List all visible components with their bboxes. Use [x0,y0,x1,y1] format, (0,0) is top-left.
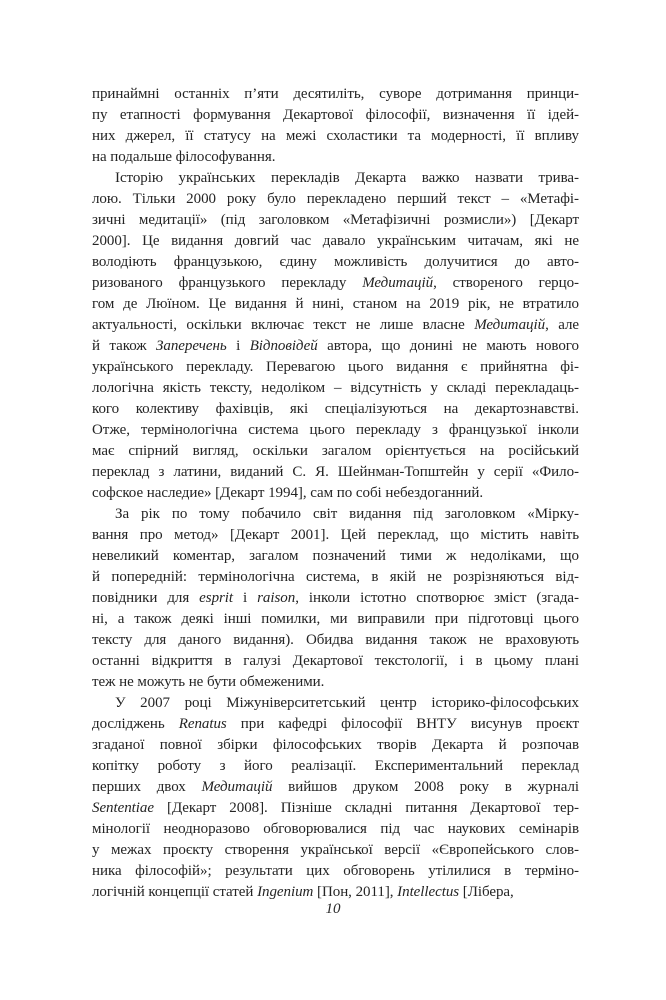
text-line [92,651,579,672]
text-segment: при кафедрі філософії ВНТУ висунув проєкт [226,716,579,732]
text-segment: копітку роботу з його реалізації. Експериментальний переклад [92,758,579,774]
text-line [92,441,579,462]
text-line [92,399,579,420]
text-segment: [Лібера, [459,884,514,900]
text-line [92,210,579,231]
text-segment: володіють французькою, єдину можливість долучитися до авто- [92,254,579,270]
text-line [92,840,579,861]
text-segment: перших двох [92,779,202,795]
text-segment: пу етапності формування Декартової філософії, визначення її ідей- [92,107,579,123]
paragraph [92,693,579,903]
text-segment: лологічна якість тексту, недоліком – відсутність у складі перекладаць- [92,380,579,396]
text-segment: повідники для [92,590,200,606]
text-line [92,126,579,147]
text-segment: За рік по тому побачило світ видання під заголовком «Мірку- [115,506,579,522]
text-segment: ні, а також деякі інші помилки, ми виправили при підготовці цього [92,611,579,627]
text-segment: має спірний вигляд, оскільки загалом орієнтується на російський [92,443,579,459]
text-segment: , інколи істотно спотворює зміст (згада- [295,590,579,606]
text-segment: і [233,590,258,606]
text-segment: актуальності, оскільки включає текст не лише власне [92,317,475,333]
text-line [92,819,579,840]
text-line [92,525,579,546]
text-line [92,357,579,378]
text-line [92,84,579,105]
text-line [92,294,579,315]
italic-text-segment: Заперечень [156,338,227,354]
text-line [92,798,579,819]
text-segment: зичні медитації» (під заголовком «Метафізичні розмисли») [Декарт [92,212,579,228]
italic-text-segment: Відповідей [249,338,318,354]
text-line [92,777,579,798]
italic-text-segment: Медитацій [201,779,273,795]
text-segment: принаймні останніх п’яти десятиліть, суворе дотримання принци- [92,86,579,102]
text-segment: й також [92,338,157,354]
text-line [92,189,579,210]
text-segment: У 2007 році Міжуніверситетський центр історико-філософських [115,695,579,711]
text-segment: логічній концепції статей [92,884,258,900]
text-line [92,756,579,777]
text-segment: досліджень [92,716,179,732]
text-segment: і [226,338,250,354]
italic-text-segment: Медитацій [474,317,546,333]
text-line [92,714,579,735]
text-line [92,105,579,126]
text-segment: останні відкриття в галузі Декартової текстології, і в цьому плані [92,653,579,669]
text-segment: кого колективу фахівців, які спеціалізуються на декартознавстві. [92,401,579,417]
page-number: 10 [325,901,341,917]
text-segment: софское наследие» [Декарт 1994], сам по собі небездоганний. [92,485,484,501]
text-line [92,315,579,336]
text-line [92,630,579,651]
text-line [92,672,579,693]
text-segment: , створеного герцо- [433,275,579,291]
text-line [92,462,579,483]
text-line [92,609,579,630]
paragraph [92,504,579,693]
text-segment: мінології неодноразово обговорювалися під час наукових семінарів [92,821,579,837]
paragraph [92,84,579,168]
text-line [92,504,579,525]
text-segment: тексту для даного видання). Обидва видання також не враховують [92,632,579,648]
text-segment: згаданої повної збірки філософських творів Декарта й розпочав [92,737,579,753]
text-line [92,336,579,357]
text-segment: , але [545,317,579,333]
text-line [92,588,579,609]
text-segment: українського перекладу. Перевагою цього видання є прийнятна фі- [92,359,579,375]
text-segment: лою. Тільки 2000 року було перекладено перший текст – «Метафі- [92,191,579,207]
text-line [92,231,579,252]
italic-text-segment: Медитацій [362,275,434,291]
paragraph [92,168,579,504]
text-line [92,378,579,399]
text-line [92,483,579,504]
text-line [92,735,579,756]
text-segment: переклад з латини, виданий С. Я. Шейнман-Топштейн у серії «Фило- [92,464,579,480]
text-segment: гом де Люїном. Це видання й нині, станом на 2019 рік, не втратило [92,296,579,312]
text-line [92,420,579,441]
text-segment: невеликий коментар, загалом позначений тими ж недоліками, що [92,548,579,564]
italic-text-segment: Intellectus [397,884,460,900]
text-segment: [Пон, 2011], [313,884,398,900]
text-line [92,882,579,903]
italic-text-segment: Sententiae [92,800,154,816]
text-segment: у межах проєкту створення української версії «Європейського слов- [92,842,579,858]
italic-text-segment: Ingenium [257,884,314,900]
italic-text-segment: esprit [199,590,234,606]
text-segment: Отже, термінологічна система цього перекладу з французької інколи [92,422,579,438]
text-segment: ника філософій»; результати цих обговорень утілилися в терміно- [92,863,579,879]
text-segment: них джерел, її статусу на межі схоластики та модерності, її впливу [92,128,579,144]
text-line [92,693,579,714]
text-segment: [Декарт 2008]. Пізніше складні питання Декартової тер- [153,800,579,816]
italic-text-segment: Renatus [178,716,227,732]
text-segment: ризованого французького перекладу [92,275,363,291]
text-segment: вання про метод» [Декарт 2001]. Цей переклад, що містить навіть [92,527,579,543]
text-segment: Історію українських перекладів Декарта важко назвати трива- [115,170,579,186]
text-line [92,861,579,882]
text-segment: теж не можуть не бути обмеженими. [92,674,325,690]
text-line [92,168,579,189]
italic-text-segment: raison [257,590,296,606]
text-line [92,252,579,273]
text-segment: й попередній: термінологічна система, в якій не розрізняються від- [92,569,579,585]
text-segment: на подальше філософування. [92,149,276,165]
text-line [92,147,579,168]
text-line [92,567,579,588]
text-line [92,546,579,567]
text-segment: 2000]. Це видання довгий час давало українським читачам, які не [92,233,579,249]
page-text [92,84,579,903]
text-line [92,273,579,294]
text-segment: вийшов друком 2008 року в журналі [272,779,579,795]
text-segment: автора, що донині не мають нового [317,338,579,354]
